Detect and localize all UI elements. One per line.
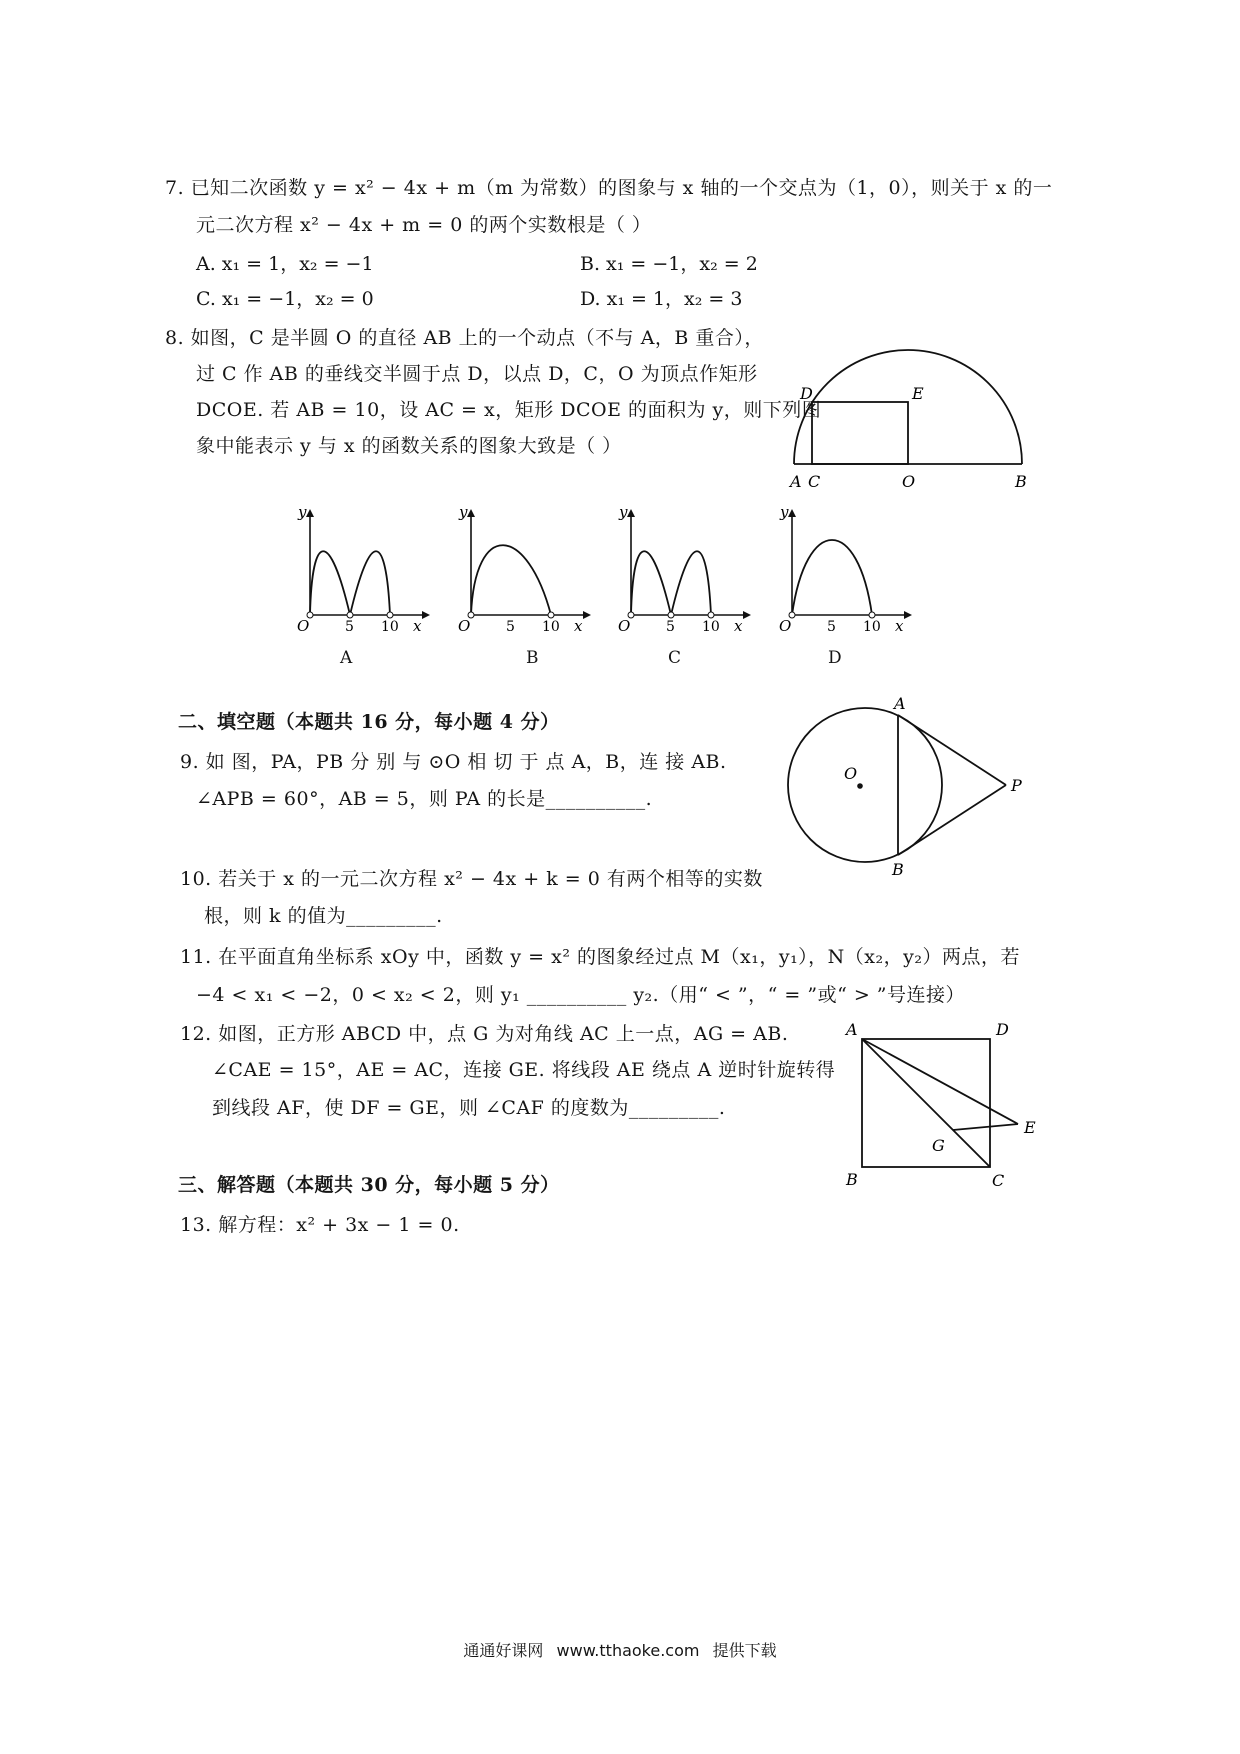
q13-stem: 13. 解方程：x² + 3x − 1 = 0. — [180, 1214, 460, 1236]
q12-square-figure — [836, 1015, 1051, 1190]
q8-label-c: C — [808, 472, 821, 490]
q9-label-p: P — [1011, 776, 1022, 795]
graph-c-x-arrow — [743, 611, 751, 619]
q8-label-b: B — [1015, 472, 1027, 490]
graph-c-open-point-10 — [708, 612, 714, 618]
q8-stem-line1: 8. 如图，C 是半圆 O 的直径 AB 上的一个动点（不与 A，B 重合）， — [165, 327, 764, 349]
q7-option-a: A. x₁ = 1，x₂ = −1 — [196, 253, 374, 275]
graph-c-x-label: x — [734, 617, 743, 635]
graph-b-curve — [471, 545, 551, 615]
graph-a-x-arrow — [422, 611, 430, 619]
graph-a-y-arrow — [306, 509, 314, 517]
q12-segment-ae — [862, 1039, 1018, 1124]
graph-a-tick-5: 5 — [345, 619, 354, 635]
q9-tangent-pb — [898, 785, 1006, 855]
q7-stem-line2: 元二次方程 x² − 4x + m = 0 的两个实数根是（ ） — [196, 214, 652, 236]
q8-graph-c-label: C — [668, 648, 682, 668]
section-2-heading: 二、填空题（本题共 16 分，每小题 4 分） — [178, 711, 560, 733]
graph-c-curve — [631, 551, 711, 615]
graph-c-tick-5: 5 — [666, 619, 675, 635]
graph-b-origin-label: O — [458, 617, 471, 635]
graph-c-tick-10: 10 — [702, 619, 720, 635]
graph-d-curve — [792, 540, 872, 615]
graph-c-y-label: y — [619, 505, 628, 521]
graph-a-open-point-10 — [387, 612, 393, 618]
q12-stem-line3: 到线段 AF，使 DF = GE，则 ∠CAF 的度数为_________. — [212, 1097, 726, 1119]
graph-c-origin-label: O — [618, 617, 631, 635]
graph-a-origin-label: O — [297, 617, 310, 635]
q8-graph-a-label: A — [340, 648, 353, 668]
q12-label-e: E — [1024, 1118, 1036, 1137]
q11-stem-line1: 11. 在平面直角坐标系 xOy 中，函数 y = x² 的图象经过点 M（x₁，y₁），N（x₂，y₂）两点，若 — [180, 946, 1020, 968]
q10-stem-line1: 10. 若关于 x 的一元二次方程 x² − 4x + k = 0 有两个相等的实数 — [180, 868, 763, 890]
q7-option-d: D. x₁ = 1，x₂ = 3 — [580, 288, 743, 310]
graph-b-tick-5: 5 — [506, 619, 515, 635]
q8-rectangle-dcoe — [812, 402, 908, 464]
graph-b-y-label: y — [459, 505, 468, 521]
q8-graph-d — [764, 505, 914, 645]
q9-center-point — [857, 783, 863, 789]
graph-b-tick-10: 10 — [542, 619, 560, 635]
q8-graph-c — [603, 505, 753, 645]
q8-label-a: A — [790, 472, 802, 490]
q11-stem-line2: −4 < x₁ < −2，0 < x₂ < 2，则 y₁ __________ y₂.（用“ < ”，“ = ”或“ > ”号连接） — [196, 984, 965, 1006]
q12-label-g: G — [932, 1136, 945, 1155]
graph-a-open-point-5 — [347, 612, 353, 618]
q9-label-o: O — [844, 764, 858, 783]
q9-label-a: A — [894, 695, 906, 713]
graph-b-y-arrow — [467, 509, 475, 517]
q8-semicircle-figure — [786, 330, 1046, 490]
graph-d-tick-5: 5 — [827, 619, 836, 635]
graph-a-x-label: x — [413, 617, 422, 635]
footer-site-name: 通通好课网 — [463, 1641, 544, 1660]
q8-graph-a — [282, 505, 432, 645]
q8-label-d: D — [800, 384, 813, 403]
graph-c-y-arrow — [627, 509, 635, 517]
footer-url[interactable]: www.tthaoke.com — [556, 1641, 700, 1660]
graph-d-open-point-10 — [869, 612, 875, 618]
graph-d-tick-10: 10 — [863, 619, 881, 635]
q8-label-e: E — [912, 384, 924, 403]
q9-stem-line2: ∠APB = 60°，AB = 5，则 PA 的长是__________. — [196, 788, 653, 810]
q12-segment-ge — [953, 1124, 1018, 1130]
q12-diagonal-ac — [862, 1039, 990, 1167]
q8-label-o: O — [902, 472, 916, 490]
q12-label-b: B — [846, 1170, 858, 1189]
graph-a-tick-10: 10 — [381, 619, 399, 635]
q12-label-d: D — [996, 1020, 1009, 1039]
graph-c-open-point-5 — [668, 612, 674, 618]
graph-d-origin-label: O — [779, 617, 792, 635]
q8-graph-b — [443, 505, 593, 645]
q9-circle — [788, 708, 942, 862]
q8-graph-d-label: D — [828, 648, 842, 668]
q8-stem-line3: DCOE. 若 AB = 10，设 AC = x，矩形 DCOE 的面积为 y，则下列图 — [196, 399, 822, 421]
q9-label-b: B — [892, 860, 904, 879]
q12-stem-line1: 12. 如图，正方形 ABCD 中，点 G 为对角线 AC 上一点，AG = AB. — [180, 1023, 789, 1045]
q7-stem-line1: 7. 已知二次函数 y = x² − 4x + m（m 为常数）的图象与 x 轴的一个交点为（1，0），则关于 x 的一 — [165, 177, 1053, 199]
q12-label-a: A — [846, 1020, 858, 1039]
graph-b-open-point-10 — [548, 612, 554, 618]
q12-stem-line2: ∠CAE = 15°，AE = AC，连接 GE. 将线段 AE 绕点 A 逆时针旋转得 — [212, 1059, 836, 1081]
q7-option-c: C. x₁ = −1，x₂ = 0 — [196, 288, 374, 310]
q7-option-b: B. x₁ = −1，x₂ = 2 — [580, 253, 758, 275]
q10-stem-line2: 根，则 k 的值为_________. — [204, 905, 443, 927]
q8-stem-line4: 象中能表示 y 与 x 的函数关系的图象大致是（ ） — [196, 435, 622, 457]
q9-tangent-pa — [898, 715, 1006, 785]
q8-stem-line2: 过 C 作 AB 的垂线交半圆于点 D，以点 D，C，O 为顶点作矩形 — [196, 363, 758, 385]
q9-stem-line1: 9. 如 图，PA，PB 分 别 与 ⊙O 相 切 于 点 A，B，连 接 AB. — [180, 751, 727, 773]
q9-circle-tangent-figure — [780, 695, 1040, 880]
graph-d-y-label: y — [780, 505, 789, 521]
q12-label-c: C — [992, 1171, 1005, 1190]
page-footer — [0, 1638, 1240, 1661]
graph-a-y-label: y — [298, 505, 307, 521]
section-3-heading: 三、解答题（本题共 30 分，每小题 5 分） — [178, 1174, 560, 1196]
graph-d-x-label: x — [895, 617, 904, 635]
graph-b-x-arrow — [583, 611, 591, 619]
q8-graph-b-label: B — [526, 648, 539, 668]
graph-a-curve — [310, 551, 390, 615]
footer-action-text: 提供下载 — [712, 1641, 777, 1660]
graph-d-y-arrow — [788, 509, 796, 517]
graph-d-x-arrow — [904, 611, 912, 619]
graph-b-x-label: x — [574, 617, 583, 635]
